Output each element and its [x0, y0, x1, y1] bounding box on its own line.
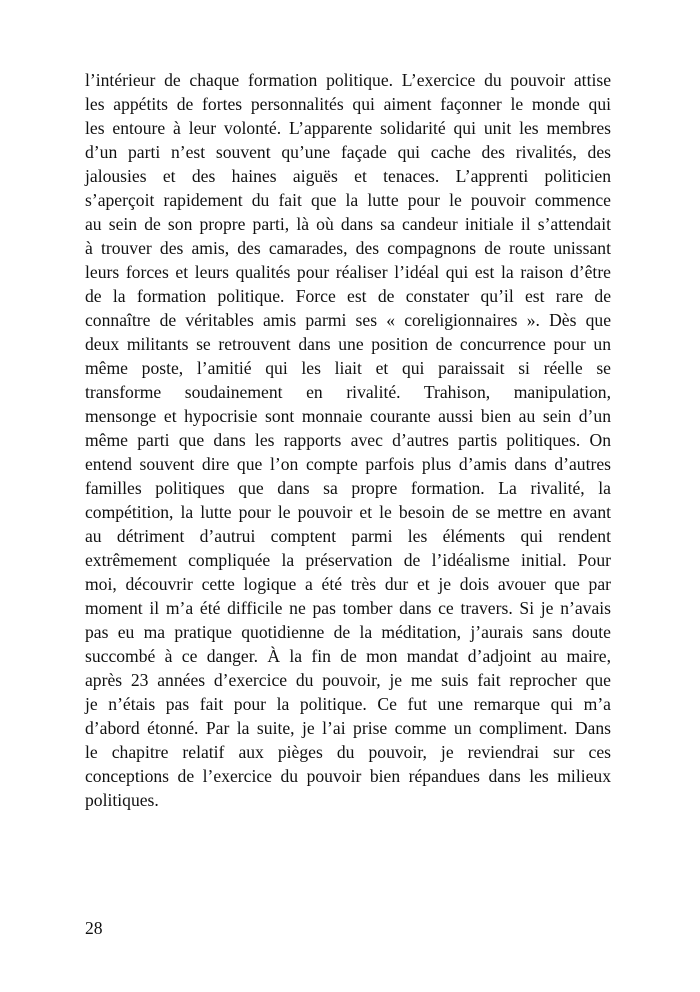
text-line: deux militants se retrouvent dans une position de concurrence pour un	[85, 334, 611, 354]
body-paragraph	[85, 68, 611, 812]
text-line: d’abord étonné. Par la suite, je l’ai prise comme un compliment. Dans	[85, 718, 611, 738]
text-line: extrêmement compliquée la préservation de l’idéalisme initial. Pour	[85, 550, 611, 570]
text-line: au sein de son propre parti, là où dans sa candeur initiale il s’attendait	[85, 214, 611, 234]
text-line: d’un parti n’est souvent qu’une façade qui cache des rivalités, des	[85, 142, 611, 162]
text-line: entend souvent dire que l’on compte parfois plus d’amis dans d’autres	[85, 454, 611, 474]
text-line: l’intérieur de chaque formation politique. L’exercice du pouvoir attise	[85, 70, 611, 90]
text-line: moment il m’a été difficile ne pas tomber dans ce travers. Si je n’avais	[85, 598, 611, 618]
text-line: le chapitre relatif aux pièges du pouvoir, je reviendrai sur ces	[85, 742, 611, 762]
text-line: jalousies et des haines aiguës et tenaces. L’apprenti politicien	[85, 166, 611, 186]
text-line: familles politiques que dans sa propre formation. La rivalité, la	[85, 478, 611, 498]
text-line: à trouver des amis, des camarades, des compagnons de route unissant	[85, 238, 611, 258]
text-line: connaître de véritables amis parmi ses « coreligionnaires ». Dès que	[85, 310, 611, 330]
text-line: s’aperçoit rapidement du fait que la lutte pour le pouvoir commence	[85, 190, 611, 210]
text-line: je n’étais pas fait pour la politique. Ce fut une remarque qui m’a	[85, 694, 611, 714]
text-line: transforme soudainement en rivalité. Trahison, manipulation,	[85, 382, 611, 402]
text-line: après 23 années d’exercice du pouvoir, je me suis fait reprocher que	[85, 670, 611, 690]
text-line: pas eu ma pratique quotidienne de la méditation, j’aurais sans doute	[85, 622, 611, 642]
text-line: les entoure à leur volonté. L’apparente solidarité qui unit les membres	[85, 118, 611, 138]
text-line: mensonge et hypocrisie sont monnaie courante aussi bien au sein d’un	[85, 406, 611, 426]
text-line: même poste, l’amitié qui les liait et qui paraissait si réelle se	[85, 358, 611, 378]
page-number: 28	[85, 918, 103, 938]
text-line: leurs forces et leurs qualités pour réaliser l’idéal qui est la raison d’être	[85, 262, 611, 282]
text-line: moi, découvrir cette logique a été très dur et je dois avouer que par	[85, 574, 611, 594]
text-line: les appétits de fortes personnalités qui aiment façonner le monde qui	[85, 94, 611, 114]
text-line: compétition, la lutte pour le pouvoir et le besoin de se mettre en avant	[85, 502, 611, 522]
text-line: politiques.	[85, 790, 159, 810]
text-line: au détriment d’autrui comptent parmi les éléments qui rendent	[85, 526, 611, 546]
text-line: conceptions de l’exercice du pouvoir bien répandues dans les milieux	[85, 766, 611, 786]
text-line: de la formation politique. Force est de constater qu’il est rare de	[85, 286, 611, 306]
text-line: succombé à ce danger. À la fin de mon mandat d’adjoint au maire,	[85, 646, 611, 666]
text-line: même parti que dans les rapports avec d’autres partis politiques. On	[85, 430, 611, 450]
